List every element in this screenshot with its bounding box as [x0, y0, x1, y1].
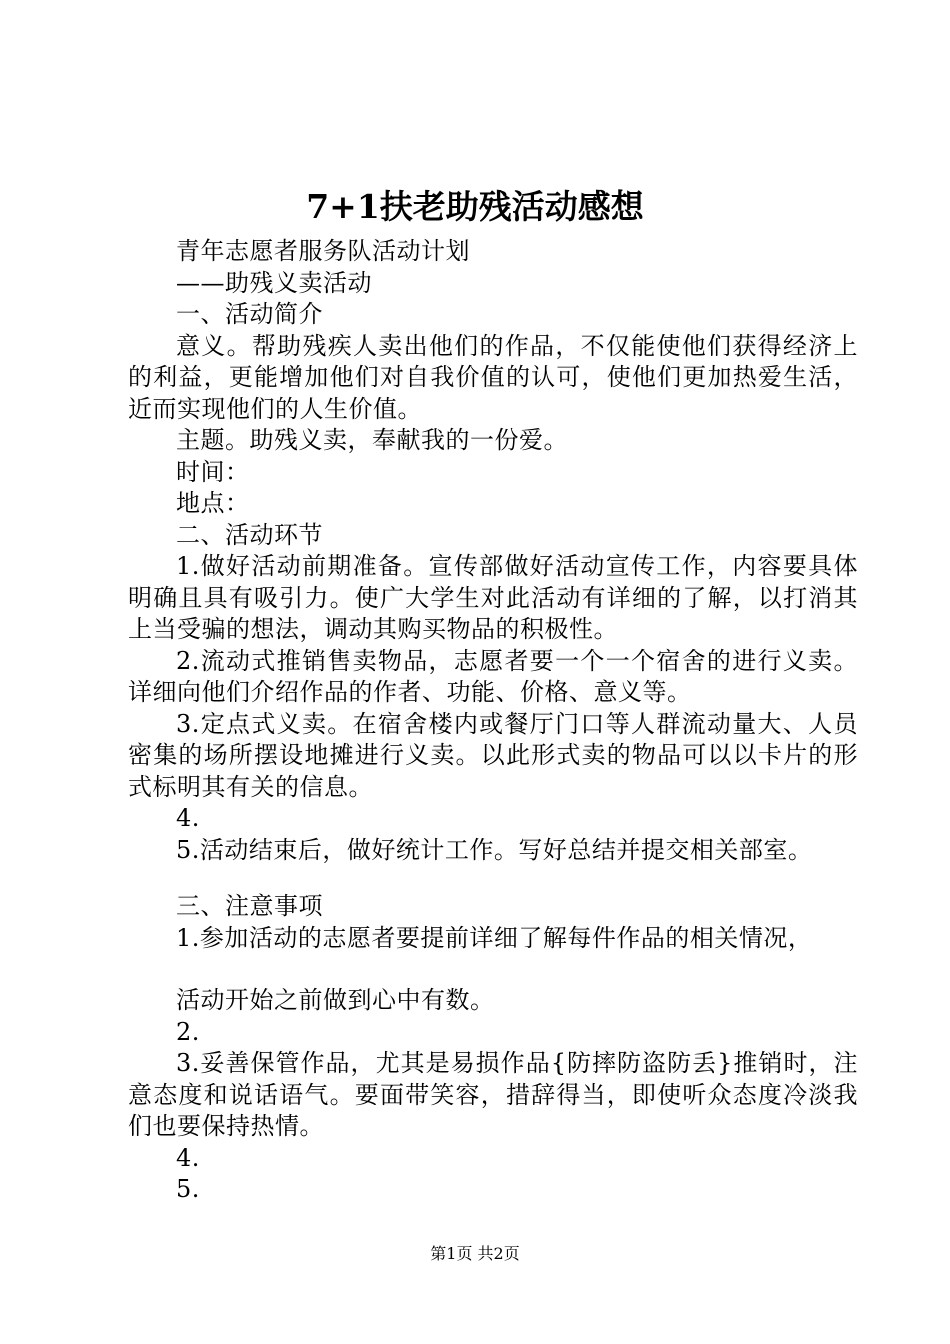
- paragraph-note-5: 5.: [176, 1175, 200, 1203]
- paragraph-meaning: 意义。帮助残疾人卖出他们的作品，不仅能使他们获得经济上的利益，更能增加他们对自我价值的认可，使他们更加热爱生活，近而实现他们的人生价值。: [128, 331, 858, 423]
- document-title: 7+1扶老助残活动感想: [306, 187, 644, 226]
- paragraph-step-5: 5.活动结束后，做好统计工作。写好总结并提交相关部室。: [176, 835, 813, 864]
- section-heading-notes: 三、注意事项: [176, 892, 323, 920]
- paragraph-location: 地点：: [176, 489, 250, 517]
- paragraph-time: 时间：: [176, 457, 250, 486]
- paragraph-note-1-continued: 活动开始之前做到心中有数。: [176, 986, 495, 1014]
- paragraph-step-2: 2.流动式推销售卖物品，志愿者要一个一个宿舍的进行义卖。详细向他们介绍作品的作者、功能、价格、意义等。: [128, 646, 858, 706]
- paragraph-note-1: 1.参加活动的志愿者要提前详细了解每件作品的相关情况，: [176, 923, 813, 952]
- paragraph-plan-title: 青年志愿者服务队活动计划: [176, 237, 470, 265]
- paragraph-step-3: 3.定点式义卖。在宿舍楼内或餐厅门口等人群流动量大、人员密集的场所摆设地摊进行义卖。以此形式卖的物品可以以卡片的形式标明其有关的信息。: [128, 709, 858, 801]
- document-body: [128, 236, 858, 1206]
- paragraph-theme: 主题。助残义卖，奉献我的一份爱。: [176, 426, 568, 454]
- paragraph-plan-subtitle: ——助残义卖活动: [176, 268, 372, 297]
- paragraph-note-4: 4.: [176, 1143, 200, 1172]
- paragraph-step-4: 4.: [176, 804, 200, 832]
- section-heading-intro: 一、活动简介: [176, 300, 323, 328]
- paragraph-note-3: 3.妥善保管作品，尤其是易损作品{防摔防盗防丢}推销时，注意态度和说话语气。要面带笑容，措辞得当，即使听众态度冷淡我们也要保持热情。: [128, 1049, 858, 1140]
- paragraph-note-2: 2.: [176, 1017, 200, 1046]
- blank-line: [128, 954, 858, 985]
- paragraph-step-1: 1.做好活动前期准备。宣传部做好活动宣传工作，内容要具体明确且具有吸引力。使广大学生对此活动有详细的了解，以打消其上当受骗的想法，调动其购买物品的积极性。: [128, 552, 858, 643]
- blank-line: [128, 866, 858, 891]
- section-heading-steps: 二、活动环节: [176, 520, 323, 549]
- page-number-footer: 第1页 共2页: [430, 1244, 520, 1263]
